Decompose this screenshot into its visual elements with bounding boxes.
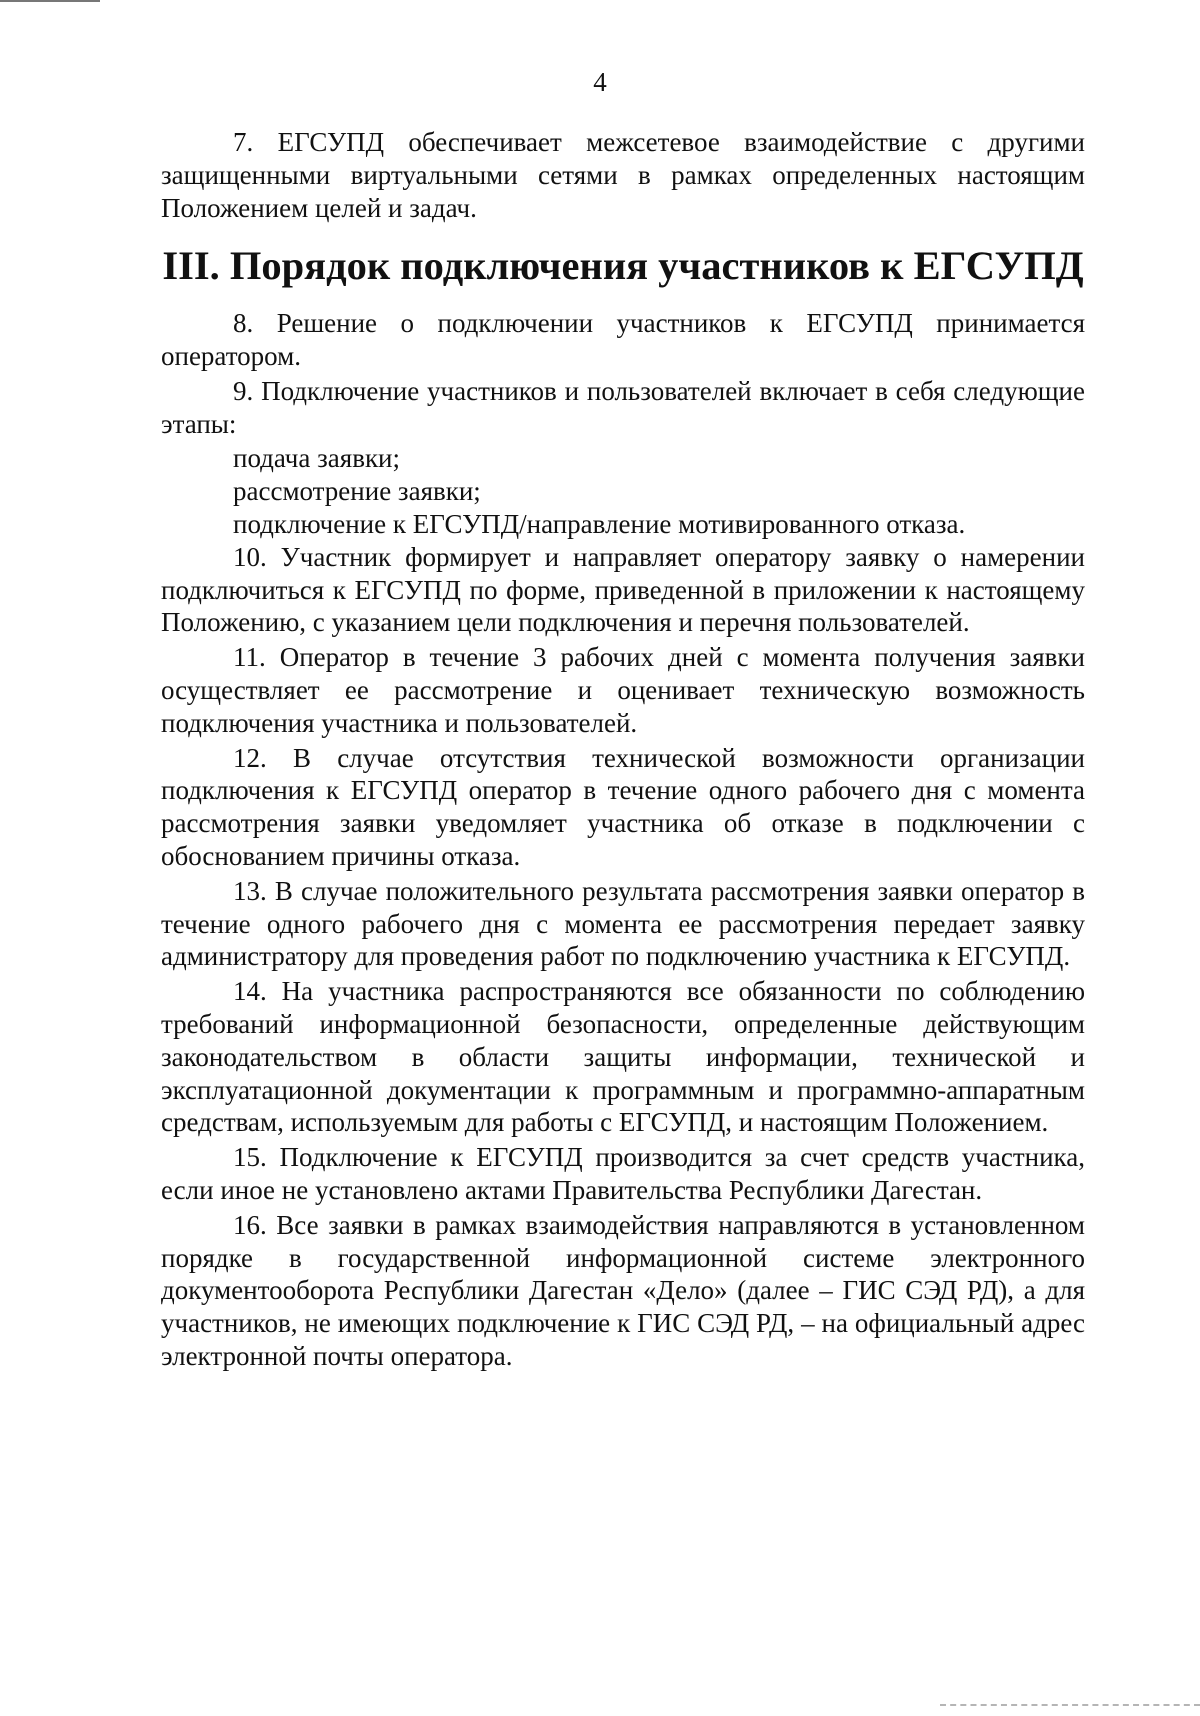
stages-list: [161, 442, 1085, 540]
page-number: 4: [593, 67, 607, 97]
paragraph-14: 14. На участника распространяются все обязанности по соблюдению требований информационной безопасности, определенные действующим законодательством в области защиты информации, технической и эксплуатационной документации к программным и программно-аппаратным средствам, используемым для работы с ЕГСУПД, и настоящим Положением.: [161, 976, 1085, 1138]
stage-item: подача заявки;: [233, 443, 401, 474]
document-body: [161, 126, 1085, 1375]
paragraph-16: 16. Все заявки в рамках взаимодействия направляются в установленном порядке в государственной информационной системе электронного документооборота Республики Дагестан «Дело» (далее – ГИС СЭД РД), а для участников, не имеющих подключение к ГИС СЭД РД, – на официальный адрес электронной почты оператора.: [161, 1209, 1085, 1371]
stage-item: рассмотрение заявки;: [233, 476, 481, 507]
scan-edge-mark: [0, 0, 100, 2]
paragraph-12: 12. В случае отсутствия технической возможности организации подключения к ЕГСУПД оператор в течение одного рабочего дня с момента рассмотрения заявки уведомляет участника об отказе в подключении с обоснованием причины отказа.: [161, 742, 1085, 871]
paragraph-7: 7. ЕГСУПД обеспечивает межсетевое взаимодействие с другими защищенными виртуальными сетями в рамках определенных настоящим Положением целей и задач.: [161, 127, 1085, 223]
paragraph-8: 8. Решение о подключении участников к ЕГСУПД принимается оператором.: [161, 308, 1085, 371]
section-heading: III. Порядок подключения участников к ЕГСУПД: [162, 243, 1084, 289]
paragraph-13: 13. В случае положительного результата рассмотрения заявки оператор в течение одного рабочего дня с момента ее рассмотрения передает заявку администратору для проведения работ по подключению участника к ЕГСУПД.: [161, 875, 1085, 972]
stage-item: подключение к ЕГСУПД/направление мотивированного отказа.: [233, 508, 966, 539]
paragraph-15: 15. Подключение к ЕГСУПД производится за счет средств участника, если иное не установлено актами Правительства Республики Дагестан.: [161, 1142, 1085, 1205]
paragraph-11: 11. Оператор в течение 3 рабочих дней с момента получения заявки осуществляет ее рассмотрение и оценивает техническую возможность подключения участника и пользователей.: [161, 642, 1085, 738]
scan-edge-mark: [940, 1704, 1200, 1706]
paragraph-9: 9. Подключение участников и пользователей включает в себя следующие этапы:: [161, 375, 1085, 439]
paragraph-10: 10. Участник формирует и направляет оператору заявку о намерении подключиться к ЕГСУПД по форме, приведенной в приложении к настоящему Положению, с указанием цели подключения и перечня пользователей.: [161, 541, 1085, 638]
